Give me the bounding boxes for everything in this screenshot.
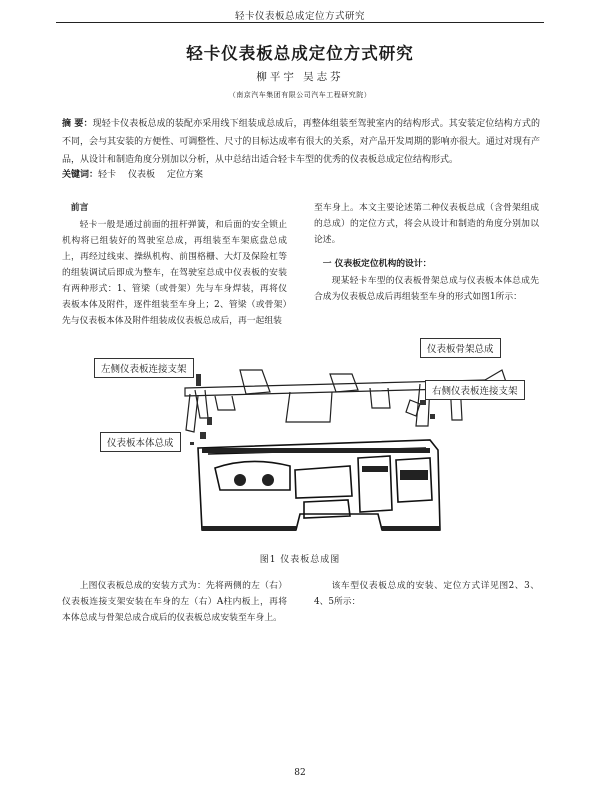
keywords: [62, 167, 203, 180]
preface-paragraph: 轻卡一般是通过前面的扭杆弹簧，和后面的安全锁止机构将已组装好的驾驶室总成，再组装至车架底盘总成上，再经过线束、操纵机构、前围格栅、大灯及保险杠等的组装调试后即成为整车，在驾驶室总成中仪表板的安装有两种形式：1、管梁（或骨架）先与车身焊装，再将仪表板本体及附件，逐件组装至车身上；2、管梁（或骨架）先与仪表板本体及附件组装成仪表板总成后，再一起组装: [62, 220, 287, 326]
callout-right-bracket: 右侧仪表板连接支架: [425, 380, 525, 400]
callout-skeleton: 仪表板骨架总成: [420, 338, 501, 358]
article-authors: 柳平宇 吴志芬: [256, 71, 344, 83]
abstract: [62, 115, 540, 169]
left-column: [62, 200, 287, 329]
callout-left-bracket: 左侧仪表板连接支架: [94, 358, 194, 378]
skeleton-part: [196, 374, 201, 386]
keyword-item: 轻卡: [98, 170, 117, 180]
preface-continuation: 至车身上。本文主要论述第二种仪表板总成（含骨架组成的总成）的定位方式，将会从设计和制造的角度分别加以论述。: [314, 203, 539, 245]
abstract-text: 现轻卡仪表板总成的装配亦采用线下组装成总成后，再整体组装至驾驶室内的结构形式。其安装定位结构方式的不同，会与其安装的方便性、可调整性、尺寸的目标达成率有很大的关系，对产品开发周期的影响亦很大。通过对现有产品，从设计和制造角度分别加以分析，从中总结出适合轻卡车型的优秀的仪表板总成定位结构形式。: [62, 119, 540, 165]
header-rule: [56, 22, 544, 23]
figure-caption: 图1 仪表板总成图: [259, 555, 341, 565]
preface-heading: 前言: [70, 203, 89, 213]
keywords-label: 关键词：: [62, 170, 99, 180]
section1-paragraph: 现某轻卡车型的仪表板骨架总成与仪表板本体总成先合成为仪表板总成后再组装至车身的形式如图1所示：: [314, 276, 539, 302]
running-header: 轻卡仪表板总成定位方式研究: [234, 11, 365, 22]
bottom-left-paragraph: 上图仪表板总成的安装方式为：先将两侧的左（右）仪表板连接支架安装在车身的左（右）A柱内板上，再将本体总成与骨架总成合成后的仪表板总成安装至车身上。: [62, 581, 287, 623]
section1-heading: 一 仪表板定位机构的设计：: [322, 259, 432, 269]
keyword-item: 定位方案: [167, 170, 204, 180]
article-title: 轻卡仪表板总成定位方式研究: [186, 44, 414, 63]
page-number: 82: [294, 768, 306, 778]
bottom-left-paragraph-block: [62, 578, 287, 626]
article-affiliation: （南京汽车集团有限公司汽车工程研究院）: [228, 91, 372, 99]
bottom-right-paragraph-block: [314, 578, 539, 610]
right-column: [314, 200, 539, 305]
figure-1: [90, 330, 530, 545]
abstract-label: 摘 要：: [62, 119, 93, 129]
bottom-right-paragraph: 该车型仪表板总成的安装、定位方式详见图2、3、4、5所示：: [314, 581, 539, 607]
keyword-item: 仪表板: [128, 170, 156, 180]
callout-body: 仪表板本体总成: [100, 432, 181, 452]
